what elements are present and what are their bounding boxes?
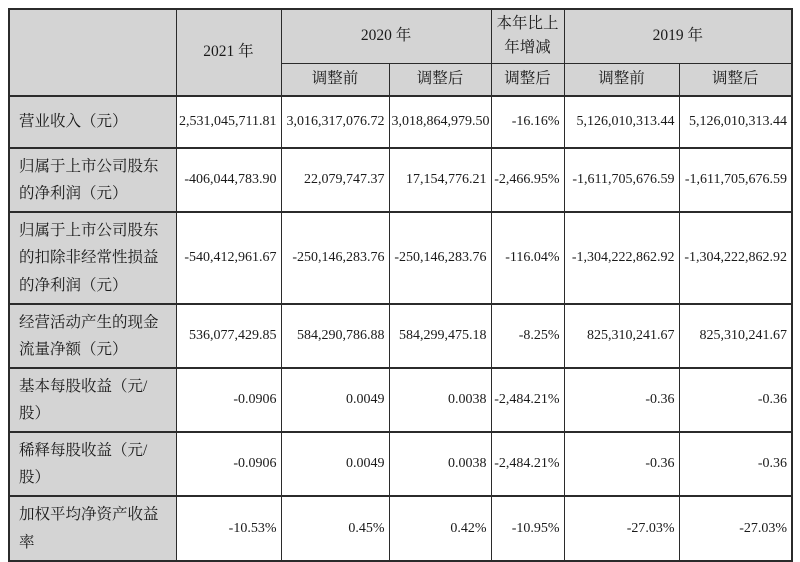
row-label: 加权平均净资产收益率 (9, 496, 176, 560)
table-row-net-profit (9, 148, 792, 212)
cell-2020-before: -250,146,283.76 (281, 212, 389, 303)
row-label: 基本每股收益（元/股） (9, 368, 176, 432)
subheader-2019-adjust-before: 调整前 (564, 63, 679, 96)
cell-2021: -406,044,783.90 (176, 148, 281, 212)
header-row-years (9, 9, 792, 63)
row-label: 营业收入（元） (9, 96, 176, 148)
table-row-basic-eps (9, 368, 792, 432)
cell-2020-before: 0.0049 (281, 368, 389, 432)
cell-2021: -10.53% (176, 496, 281, 560)
cell-2020-after: 0.0038 (389, 432, 491, 496)
cell-2019-after: -0.36 (679, 368, 792, 432)
cell-2020-before: 0.45% (281, 496, 389, 560)
header-year-2021: 2021 年 (176, 9, 281, 96)
header-year-2019: 2019 年 (564, 9, 792, 63)
cell-2020-after: 3,018,864,979.50 (389, 96, 491, 148)
cell-2019-before: 825,310,241.67 (564, 304, 679, 368)
table-row-operating-cash-flow (9, 304, 792, 368)
table-row-net-profit-excl-nonrecurring (9, 212, 792, 303)
subheader-yoy-adjust-after: 调整后 (491, 63, 564, 96)
financial-summary-table-wrap (8, 8, 793, 562)
cell-2019-after: 5,126,010,313.44 (679, 96, 792, 148)
cell-2020-after: 0.0038 (389, 368, 491, 432)
table-row-weighted-avg-roe (9, 496, 792, 560)
row-label: 经营活动产生的现金流量净额（元） (9, 304, 176, 368)
cell-yoy: -8.25% (491, 304, 564, 368)
cell-2019-after: -0.36 (679, 432, 792, 496)
cell-yoy: -2,484.21% (491, 368, 564, 432)
row-label: 归属于上市公司股东的净利润（元） (9, 148, 176, 212)
cell-2020-after: -250,146,283.76 (389, 212, 491, 303)
cell-2019-before: -0.36 (564, 432, 679, 496)
cell-2019-before: 5,126,010,313.44 (564, 96, 679, 148)
subheader-2020-adjust-after: 调整后 (389, 63, 491, 96)
cell-2020-after: 584,299,475.18 (389, 304, 491, 368)
cell-2019-after: 825,310,241.67 (679, 304, 792, 368)
row-label: 归属于上市公司股东的扣除非经常性损益的净利润（元） (9, 212, 176, 303)
cell-2020-after: 17,154,776.21 (389, 148, 491, 212)
cell-yoy: -2,484.21% (491, 432, 564, 496)
cell-yoy: -2,466.95% (491, 148, 564, 212)
table-row-diluted-eps (9, 432, 792, 496)
cell-2021: 2,531,045,711.81 (176, 96, 281, 148)
corner-header-cell (9, 9, 176, 96)
table-row-operating-revenue (9, 96, 792, 148)
cell-2019-before: -1,611,705,676.59 (564, 148, 679, 212)
row-label: 稀释每股收益（元/股） (9, 432, 176, 496)
cell-2021: 536,077,429.85 (176, 304, 281, 368)
cell-2019-after: -27.03% (679, 496, 792, 560)
header-year-2020: 2020 年 (281, 9, 491, 63)
cell-2019-before: -0.36 (564, 368, 679, 432)
cell-2021: -0.0906 (176, 432, 281, 496)
cell-2020-before: 584,290,786.88 (281, 304, 389, 368)
cell-2020-before: 0.0049 (281, 432, 389, 496)
cell-2019-before: -27.03% (564, 496, 679, 560)
cell-2021: -540,412,961.67 (176, 212, 281, 303)
cell-2021: -0.0906 (176, 368, 281, 432)
cell-2020-after: 0.42% (389, 496, 491, 560)
cell-2019-after: -1,304,222,862.92 (679, 212, 792, 303)
cell-2019-before: -1,304,222,862.92 (564, 212, 679, 303)
subheader-2019-adjust-after: 调整后 (679, 63, 792, 96)
subheader-2020-adjust-before: 调整前 (281, 63, 389, 96)
cell-2019-after: -1,611,705,676.59 (679, 148, 792, 212)
cell-2020-before: 3,016,317,076.72 (281, 96, 389, 148)
cell-yoy: -16.16% (491, 96, 564, 148)
financial-summary-table (8, 8, 793, 562)
cell-2020-before: 22,079,747.37 (281, 148, 389, 212)
cell-yoy: -116.04% (491, 212, 564, 303)
header-yoy-change: 本年比上年增减 (491, 9, 564, 63)
cell-yoy: -10.95% (491, 496, 564, 560)
